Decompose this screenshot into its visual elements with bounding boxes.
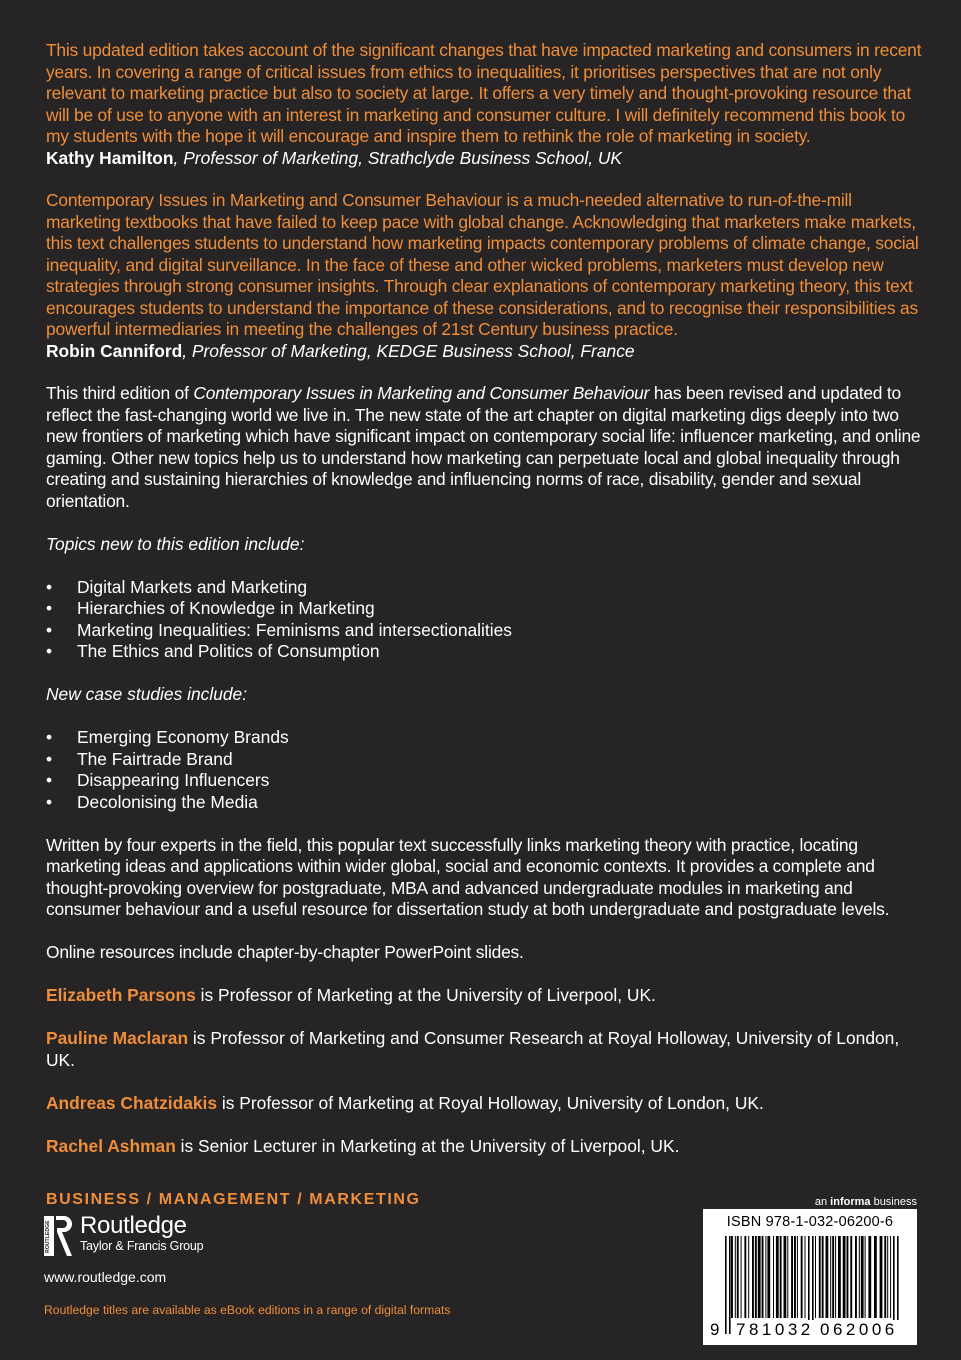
endorser-name: Robin Canniford	[46, 340, 183, 361]
barcode-bar	[737, 1236, 739, 1318]
barcode	[703, 1209, 917, 1345]
author-desc: is Professor of Marketing and Consumer Research at Royal Holloway, University of London, UK.	[46, 1028, 900, 1070]
list-item: • The Fairtrade Brand	[46, 749, 922, 771]
book-title: Contemporary Issues in Marketing and Consumer Behaviour	[193, 383, 650, 403]
barcode-bar	[731, 1236, 733, 1318]
barcode-bar	[794, 1236, 796, 1318]
list-item: • Digital Markets and Marketing	[46, 577, 922, 599]
ebook-note: Routledge titles are available as eBook editions in a range of digital formats	[44, 1303, 451, 1317]
barcode-bar	[843, 1236, 846, 1318]
author-name: Elizabeth Parsons	[46, 985, 196, 1005]
topics-list	[46, 577, 922, 663]
author-name: Pauline Maclaran	[46, 1028, 189, 1048]
endorsement-quote: Contemporary Issues in Marketing and Consumer Behaviour is a much-needed alternative to run-of-the-mill marketing textbooks that have failed to keep pace with global change. Acknowledging that marketers make markets, this text challenges students to understand how marketing impacts contemporary problems of climate change, social inequality, and digital surveillance. In the face of these and other wicked problems, marketers must develop new strategies through strong consumer insights. Through clear explanations of contemporary marketing theory, this text encourages students to understand the importance of these considerations, and to recognise their responsibilities as powerful intermediaries in meeting the challenges of 21st Century business practice.	[46, 190, 919, 339]
endorser-name: Kathy Hamilton	[46, 147, 174, 168]
author-bio	[46, 1136, 922, 1158]
barcode-bar	[865, 1236, 866, 1318]
barcode-bar	[767, 1236, 770, 1318]
barcode-bar	[805, 1236, 806, 1318]
barcode-bar	[765, 1236, 766, 1318]
publisher-name: Routledge	[80, 1212, 187, 1239]
barcode-bar	[815, 1236, 816, 1318]
author-desc: is Professor of Marketing at Royal Holloway, University of London, UK.	[217, 1092, 764, 1113]
logo-spine-text: ROUTLEDGE	[45, 1220, 51, 1253]
barcode-bar	[838, 1236, 841, 1318]
informa-suffix: business	[870, 1196, 917, 1208]
endorsement-2	[46, 190, 922, 362]
barcode-bar	[822, 1236, 824, 1318]
author-bio	[46, 1028, 922, 1071]
list-item: • Decolonising the Media	[46, 792, 922, 814]
publisher-group: Taylor & Francis Group	[80, 1239, 204, 1253]
cases-heading: New case studies include:	[46, 684, 248, 704]
barcode-bar	[890, 1236, 891, 1318]
intro-text: This third edition of	[46, 383, 194, 403]
author-desc: is Professor of Marketing at the University of Liverpool, UK.	[195, 985, 656, 1005]
author-bio	[46, 985, 922, 1007]
list-item: • Emerging Economy Brands	[46, 727, 922, 749]
barcode-bar	[752, 1236, 754, 1318]
barcode-bar	[755, 1236, 757, 1318]
barcode-bar	[835, 1236, 836, 1318]
author-bio	[46, 1093, 922, 1115]
barcode-digits-right: 062006	[820, 1320, 898, 1339]
informa-prefix: an	[814, 1196, 831, 1208]
topics-heading: Topics new to this edition include:	[46, 533, 305, 554]
endorsement-attribution	[46, 341, 922, 363]
barcode-bar	[868, 1236, 871, 1318]
barcode-bar	[880, 1236, 883, 1318]
subject-category: BUSINESS / MANAGEMENT / MARKETING	[46, 1190, 421, 1208]
list-item: • Marketing Inequalities: Feminisms and intersectionalities	[46, 620, 922, 642]
endorser-affiliation: , Professor of Marketing, Strathclyde Business School, UK	[173, 147, 623, 168]
routledge-logo-icon	[44, 1213, 74, 1263]
barcode-bar	[850, 1236, 852, 1318]
barcode-bar	[748, 1236, 749, 1318]
barcode-bar	[797, 1236, 798, 1318]
intro-paragraph	[46, 383, 922, 512]
barcode-bar	[884, 1236, 886, 1318]
publisher-url: www.routledge.com	[44, 1269, 167, 1285]
publisher-logo	[44, 1213, 203, 1285]
barcode-bar	[784, 1236, 787, 1318]
barcode-bar	[887, 1236, 888, 1318]
barcode-digit-lead: 9	[710, 1320, 720, 1339]
barcode-bar	[859, 1236, 860, 1318]
barcode-bar	[735, 1236, 736, 1318]
barcode-bar	[830, 1236, 831, 1318]
author-desc: is Senior Lecturer in Marketing at the University of Liverpool, UK.	[175, 1136, 680, 1156]
barcode-bar	[791, 1236, 793, 1318]
intro-text: has been revised and updated to reflect the fast-changing world we live in. The new state of the art chapter on digital marketing digs deeply into two new frontiers of marketing which have significant impact on contemporary social life: influencer marketing, and online gaming. Other new topics help us to understand how marketing can perpetuate local and global inequality through creating and sustaining hierarchies of knowledge and influencing norms of race, disability, gender and sexual orientation.	[46, 383, 921, 511]
endorsement-1	[46, 40, 922, 169]
endorsement-quote: This updated edition takes account of the significant changes that have impacted marketing and consumers in recent years. In covering a range of critical issues from ethics to inequalities, it prioritises perspectives that are not only relevant to marketing practice but also to society at large. It offers a very timely and thought-provoking resource that will be of use to anyone with an interest in marketing and consumer culture. I will definitely recommend this book to my students with the hope it will encourage and inspire them to rethink the role of marketing in society.	[46, 40, 922, 146]
barcode-bar	[801, 1236, 803, 1318]
barcode-bar	[758, 1236, 761, 1318]
informa-brand: informa	[830, 1196, 871, 1208]
barcode-bar	[832, 1236, 834, 1318]
list-item: • Hierarchies of Knowledge in Marketing	[46, 598, 922, 620]
cases-list	[46, 727, 922, 813]
barcode-bar	[855, 1236, 857, 1318]
author-name: Rachel Ashman	[46, 1136, 176, 1156]
barcode-bar	[826, 1236, 829, 1318]
barcode-bar	[744, 1236, 746, 1318]
barcode-bar	[819, 1236, 821, 1318]
barcode-bar	[874, 1236, 877, 1318]
endorsement-attribution	[46, 148, 922, 170]
isbn-label: ISBN 978-1-032-06200-6	[726, 1214, 894, 1230]
informa-tagline	[815, 1196, 917, 1208]
barcode-bar	[741, 1236, 742, 1318]
list-item: • Disappearing Influencers	[46, 770, 922, 792]
barcode-bar	[787, 1236, 788, 1318]
barcode-bar	[780, 1236, 782, 1318]
back-cover-content	[46, 40, 922, 1209]
barcode-bar	[861, 1236, 864, 1318]
endorser-affiliation: , Professor of Marketing, KEDGE Business School, France	[182, 340, 635, 361]
barcode-digits-left: 781032	[736, 1320, 814, 1339]
barcode-bar	[773, 1236, 774, 1318]
barcode-bar	[847, 1236, 849, 1318]
list-item: • The Ethics and Politics of Consumption	[46, 641, 922, 663]
online-resources: Online resources include chapter-by-chapter PowerPoint slides.	[46, 942, 524, 962]
barcode-bar	[776, 1236, 779, 1318]
summary-paragraph: Written by four experts in the field, this popular text successfully links marketing theory with practice, locating marketing ideas and applications within wider global, social and economic contexts. It provides a complete and thought-provoking overview for postgraduate, MBA and advanced undergraduate modules in marketing and consumer behaviour and a useful resource for dissertation study at both undergraduate and postgraduate levels.	[46, 834, 890, 919]
barcode-bar	[762, 1236, 764, 1318]
author-name: Andreas Chatzidakis	[46, 1092, 218, 1113]
